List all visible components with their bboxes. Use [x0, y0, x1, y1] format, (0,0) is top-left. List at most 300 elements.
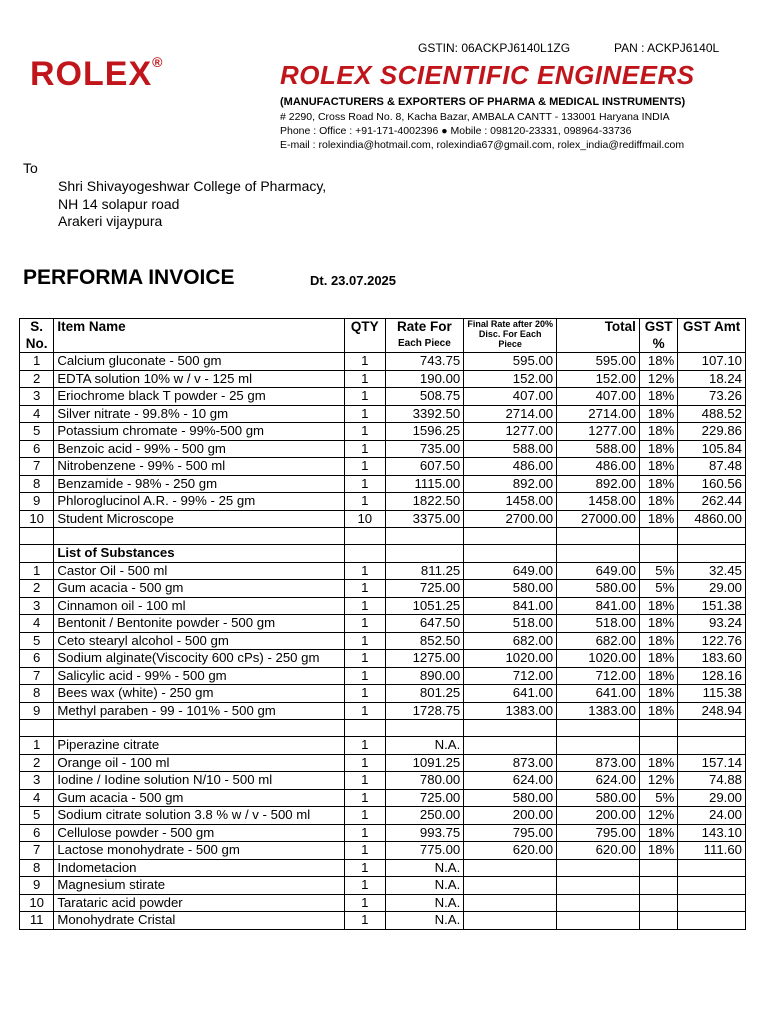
cell-gst: 18% [639, 702, 677, 720]
cell-gst-amt: 262.44 [678, 493, 746, 511]
cell-qty: 1 [345, 912, 385, 930]
cell-qty: 1 [345, 754, 385, 772]
table-cell [678, 545, 746, 563]
cell-qty: 1 [345, 667, 385, 685]
cell-final: 712.00 [464, 667, 557, 685]
table-cell [678, 528, 746, 545]
cell-gst: 18% [639, 475, 677, 493]
table-row [20, 632, 746, 650]
cell-item: Methyl paraben - 99 - 101% - 500 gm [54, 702, 345, 720]
cell-sno: 5 [20, 807, 54, 825]
cell-qty: 1 [345, 702, 385, 720]
cell-gst [639, 859, 677, 877]
table-row [20, 475, 746, 493]
cell-final: 200.00 [464, 807, 557, 825]
cell-final [464, 859, 557, 877]
cell-item: Benzoic acid - 99% - 500 gm [54, 440, 345, 458]
table-row [20, 685, 746, 703]
cell-final: 518.00 [464, 615, 557, 633]
cell-rate: 780.00 [385, 772, 464, 790]
cell-total: 595.00 [557, 353, 640, 371]
table-row [20, 615, 746, 633]
invoice-date: Dt. 23.07.2025 [310, 273, 397, 288]
cell-sno: 5 [20, 632, 54, 650]
cell-gst-amt: 115.38 [678, 685, 746, 703]
cell-total: 649.00 [557, 562, 640, 580]
cell-gst: 18% [639, 615, 677, 633]
cell-final: 2714.00 [464, 405, 557, 423]
cell-sno: 10 [20, 510, 54, 528]
cell-sno: 9 [20, 877, 54, 895]
cell-rate: 890.00 [385, 667, 464, 685]
cell-gst: 12% [639, 807, 677, 825]
cell-gst: 18% [639, 493, 677, 511]
cell-gst-amt: 128.16 [678, 667, 746, 685]
cell-item: Student Microscope [54, 510, 345, 528]
cell-final [464, 737, 557, 755]
cell-total: 841.00 [557, 597, 640, 615]
cell-final: 595.00 [464, 353, 557, 371]
table-cell [385, 528, 464, 545]
cell-gst-amt [678, 859, 746, 877]
blank-row [20, 528, 746, 545]
cell-rate: N.A. [385, 737, 464, 755]
cell-gst: 18% [639, 685, 677, 703]
cell-sno: 4 [20, 405, 54, 423]
cell-final: 486.00 [464, 458, 557, 476]
cell-gst-amt: 73.26 [678, 388, 746, 406]
cell-qty: 1 [345, 877, 385, 895]
cell-sno: 1 [20, 737, 54, 755]
cell-qty: 10 [345, 510, 385, 528]
cell-total: 682.00 [557, 632, 640, 650]
table-cell [54, 528, 345, 545]
cell-qty: 1 [345, 423, 385, 441]
table-row [20, 423, 746, 441]
table-row [20, 458, 746, 476]
cell-gst-amt: 488.52 [678, 405, 746, 423]
cell-total: 620.00 [557, 842, 640, 860]
cell-final: 1277.00 [464, 423, 557, 441]
cell-item: Cellulose powder - 500 gm [54, 824, 345, 842]
table-cell [464, 528, 557, 545]
cell-gst [639, 894, 677, 912]
cell-item: Gum acacia - 500 gm [54, 580, 345, 598]
cell-gst: 18% [639, 667, 677, 685]
cell-qty: 1 [345, 772, 385, 790]
cell-qty: 1 [345, 458, 385, 476]
cell-total [557, 877, 640, 895]
col-total: Total [557, 319, 640, 353]
cell-rate: 1596.25 [385, 423, 464, 441]
table-row [20, 772, 746, 790]
company-logo: ROLEX® [30, 53, 164, 93]
cell-total: 588.00 [557, 440, 640, 458]
cell-total: 1383.00 [557, 702, 640, 720]
cell-qty: 1 [345, 440, 385, 458]
cell-qty: 1 [345, 597, 385, 615]
cell-sno: 1 [20, 562, 54, 580]
table-row [20, 597, 746, 615]
cell-total: 27000.00 [557, 510, 640, 528]
recipient-line-1: Shri Shivayogeshwar College of Pharmacy, [58, 178, 327, 194]
table-row [20, 737, 746, 755]
cell-qty: 1 [345, 615, 385, 633]
cell-total: 892.00 [557, 475, 640, 493]
cell-qty: 1 [345, 859, 385, 877]
table-row [20, 353, 746, 371]
table-cell [464, 545, 557, 563]
cell-rate: N.A. [385, 912, 464, 930]
cell-total [557, 859, 640, 877]
cell-sno: 10 [20, 894, 54, 912]
col-qty: QTY [345, 319, 385, 353]
table-row [20, 789, 746, 807]
cell-sno: 6 [20, 824, 54, 842]
cell-rate: 993.75 [385, 824, 464, 842]
cell-gst: 18% [639, 597, 677, 615]
invoice-table [19, 318, 746, 930]
cell-gst-amt [678, 877, 746, 895]
cell-item: Iodine / Iodine solution N/10 - 500 ml [54, 772, 345, 790]
table-row [20, 824, 746, 842]
table-row [20, 667, 746, 685]
cell-item: EDTA solution 10% w / v - 125 ml [54, 370, 345, 388]
table-cell [557, 528, 640, 545]
cell-item: Lactose monohydrate - 500 gm [54, 842, 345, 860]
cell-rate: 743.75 [385, 353, 464, 371]
cell-total: 1458.00 [557, 493, 640, 511]
cell-item: Sodium alginate(Viscocity 600 cPs) - 250 gm [54, 650, 345, 668]
cell-qty: 1 [345, 737, 385, 755]
table-row [20, 510, 746, 528]
cell-total: 518.00 [557, 615, 640, 633]
cell-total [557, 737, 640, 755]
table-row [20, 562, 746, 580]
cell-item: Cinnamon oil - 100 ml [54, 597, 345, 615]
to-label: To [23, 160, 38, 176]
company-email: E-mail : rolexindia@hotmail.com, rolexindia67@gmail.com, rolex_india@rediffmail.com [280, 139, 685, 151]
cell-qty: 1 [345, 807, 385, 825]
col-item-name: Item Name [54, 319, 345, 353]
cell-gst: 18% [639, 842, 677, 860]
cell-item: Ceto stearyl alcohol - 500 gm [54, 632, 345, 650]
cell-gst-amt: 74.88 [678, 772, 746, 790]
cell-sno: 4 [20, 789, 54, 807]
cell-gst-amt: 151.38 [678, 597, 746, 615]
cell-gst: 18% [639, 440, 677, 458]
cell-gst: 18% [639, 824, 677, 842]
cell-gst-amt: 143.10 [678, 824, 746, 842]
cell-gst: 18% [639, 388, 677, 406]
table-cell [345, 720, 385, 737]
cell-total [557, 894, 640, 912]
cell-item: Indometacion [54, 859, 345, 877]
table-row [20, 877, 746, 895]
cell-qty: 1 [345, 650, 385, 668]
cell-final: 795.00 [464, 824, 557, 842]
cell-item: Silver nitrate - 99.8% - 10 gm [54, 405, 345, 423]
table-row [20, 912, 746, 930]
table-cell [678, 720, 746, 737]
cell-sno: 6 [20, 650, 54, 668]
cell-item: Potassium chromate - 99%-500 gm [54, 423, 345, 441]
cell-total: 624.00 [557, 772, 640, 790]
cell-total: 795.00 [557, 824, 640, 842]
cell-rate: N.A. [385, 877, 464, 895]
cell-sno: 3 [20, 597, 54, 615]
cell-rate: 647.50 [385, 615, 464, 633]
cell-rate: 607.50 [385, 458, 464, 476]
cell-final: 892.00 [464, 475, 557, 493]
table-row [20, 842, 746, 860]
table-row [20, 650, 746, 668]
cell-sno: 9 [20, 493, 54, 511]
cell-rate: 1275.00 [385, 650, 464, 668]
table-cell [464, 720, 557, 737]
recipient-line-2: NH 14 solapur road [58, 196, 180, 212]
cell-rate: 3392.50 [385, 405, 464, 423]
registered-mark: ® [152, 53, 164, 70]
cell-sno: 3 [20, 388, 54, 406]
blank-row [20, 720, 746, 737]
table-cell [639, 545, 677, 563]
cell-rate: 1091.25 [385, 754, 464, 772]
col-gst-percent: GST % [639, 319, 677, 353]
cell-gst-amt: 18.24 [678, 370, 746, 388]
cell-final: 407.00 [464, 388, 557, 406]
cell-qty: 1 [345, 370, 385, 388]
cell-sno: 4 [20, 615, 54, 633]
cell-sno: 7 [20, 842, 54, 860]
cell-rate: 725.00 [385, 580, 464, 598]
cell-total: 152.00 [557, 370, 640, 388]
cell-qty: 1 [345, 562, 385, 580]
cell-gst-amt: 4860.00 [678, 510, 746, 528]
cell-qty: 1 [345, 824, 385, 842]
cell-total: 873.00 [557, 754, 640, 772]
document-title: PERFORMA INVOICE [23, 266, 235, 289]
cell-qty: 1 [345, 894, 385, 912]
cell-final: 620.00 [464, 842, 557, 860]
cell-rate: 1115.00 [385, 475, 464, 493]
cell-rate: 1728.75 [385, 702, 464, 720]
cell-rate: 735.00 [385, 440, 464, 458]
company-name: ROLEX SCIENTIFIC ENGINEERS [280, 60, 695, 90]
col-final-rate: Final Rate after 20% Disc. For Each Piece [464, 319, 557, 353]
cell-qty: 1 [345, 842, 385, 860]
cell-sno: 2 [20, 580, 54, 598]
cell-final [464, 912, 557, 930]
cell-total: 407.00 [557, 388, 640, 406]
cell-gst: 5% [639, 562, 677, 580]
cell-gst: 12% [639, 370, 677, 388]
company-phone: Phone : Office : +91-171-4002396 ● Mobile : 098120-23331, 098964-33736 [280, 125, 632, 137]
cell-gst-amt: 105.84 [678, 440, 746, 458]
table-row [20, 754, 746, 772]
cell-total: 1277.00 [557, 423, 640, 441]
cell-sno: 5 [20, 423, 54, 441]
cell-sno: 7 [20, 458, 54, 476]
cell-gst-amt: 183.60 [678, 650, 746, 668]
cell-final: 1458.00 [464, 493, 557, 511]
cell-qty: 1 [345, 353, 385, 371]
cell-item: Piperazine citrate [54, 737, 345, 755]
cell-rate: N.A. [385, 894, 464, 912]
table-cell [639, 528, 677, 545]
table-cell [345, 528, 385, 545]
cell-gst-amt: 122.76 [678, 632, 746, 650]
cell-gst: 18% [639, 423, 677, 441]
cell-total: 712.00 [557, 667, 640, 685]
cell-item: Phloroglucinol A.R. - 99% - 25 gm [54, 493, 345, 511]
cell-item: Bentonit / Bentonite powder - 500 gm [54, 615, 345, 633]
cell-total: 1020.00 [557, 650, 640, 668]
cell-gst: 18% [639, 353, 677, 371]
table-cell [20, 720, 54, 737]
company-tagline: (MANUFACTURERS & EXPORTERS OF PHARMA & MEDICAL INSTRUMENTS) [280, 96, 686, 108]
cell-final: 1383.00 [464, 702, 557, 720]
company-address: # 2290, Cross Road No. 8, Kacha Bazar, AMBALA CANTT - 133001 Haryana INDIA [280, 111, 670, 123]
table-cell [639, 720, 677, 737]
cell-total: 2714.00 [557, 405, 640, 423]
cell-gst-amt: 29.00 [678, 580, 746, 598]
table-row [20, 405, 746, 423]
cell-qty: 1 [345, 580, 385, 598]
cell-item: Monohydrate Cristal [54, 912, 345, 930]
table-row [20, 388, 746, 406]
table-cell [557, 720, 640, 737]
cell-gst: 18% [639, 754, 677, 772]
table-row [20, 702, 746, 720]
table-cell [385, 545, 464, 563]
cell-item: Castor Oil - 500 ml [54, 562, 345, 580]
table-cell [20, 528, 54, 545]
table-cell [345, 545, 385, 563]
cell-final: 2700.00 [464, 510, 557, 528]
cell-item: Benzamide - 98% - 250 gm [54, 475, 345, 493]
cell-final: 588.00 [464, 440, 557, 458]
cell-final: 682.00 [464, 632, 557, 650]
cell-total: 580.00 [557, 789, 640, 807]
cell-final: 1020.00 [464, 650, 557, 668]
cell-qty: 1 [345, 685, 385, 703]
cell-gst: 12% [639, 772, 677, 790]
cell-gst: 5% [639, 789, 677, 807]
cell-final: 580.00 [464, 580, 557, 598]
cell-item: Magnesium stirate [54, 877, 345, 895]
cell-final [464, 894, 557, 912]
cell-item: Nitrobenzene - 99% - 500 ml [54, 458, 345, 476]
cell-sno: 2 [20, 754, 54, 772]
cell-rate: 852.50 [385, 632, 464, 650]
cell-final: 580.00 [464, 789, 557, 807]
table-row [20, 859, 746, 877]
cell-total: 641.00 [557, 685, 640, 703]
cell-rate: 250.00 [385, 807, 464, 825]
cell-sno: 2 [20, 370, 54, 388]
table-cell [557, 545, 640, 563]
cell-rate: N.A. [385, 859, 464, 877]
cell-total: 580.00 [557, 580, 640, 598]
cell-gst-amt: 107.10 [678, 353, 746, 371]
cell-gst-amt: 87.48 [678, 458, 746, 476]
cell-rate: 811.25 [385, 562, 464, 580]
cell-gst [639, 877, 677, 895]
cell-item: Tarataric acid powder [54, 894, 345, 912]
section-heading-row [20, 545, 746, 563]
cell-gst-amt: 229.86 [678, 423, 746, 441]
cell-sno: 9 [20, 702, 54, 720]
cell-gst: 18% [639, 405, 677, 423]
cell-gst: 18% [639, 632, 677, 650]
cell-gst-amt: 29.00 [678, 789, 746, 807]
table-row [20, 440, 746, 458]
cell-gst: 18% [639, 650, 677, 668]
cell-sno: 8 [20, 685, 54, 703]
col-rate: Rate For Each Piece [385, 319, 464, 353]
cell-item: Bees wax (white) - 250 gm [54, 685, 345, 703]
cell-sno: 3 [20, 772, 54, 790]
cell-item: Orange oil - 100 ml [54, 754, 345, 772]
cell-sno: 8 [20, 475, 54, 493]
cell-gst-amt: 160.56 [678, 475, 746, 493]
cell-item: Eriochrome black T powder - 25 gm [54, 388, 345, 406]
gstin: GSTIN: 06ACKPJ6140L1ZG [418, 41, 571, 55]
recipient-line-3: Arakeri vijaypura [58, 213, 163, 229]
cell-qty: 1 [345, 632, 385, 650]
table-row [20, 493, 746, 511]
cell-final: 641.00 [464, 685, 557, 703]
table-row [20, 894, 746, 912]
cell-item: Gum acacia - 500 gm [54, 789, 345, 807]
cell-gst-amt [678, 912, 746, 930]
cell-rate: 3375.00 [385, 510, 464, 528]
cell-gst-amt: 32.45 [678, 562, 746, 580]
cell-qty: 1 [345, 789, 385, 807]
cell-gst: 18% [639, 510, 677, 528]
cell-sno: 7 [20, 667, 54, 685]
cell-gst-amt [678, 894, 746, 912]
table-row [20, 580, 746, 598]
table-cell [20, 545, 54, 563]
col-sno: S. No. [20, 319, 54, 353]
cell-final: 152.00 [464, 370, 557, 388]
cell-gst-amt: 93.24 [678, 615, 746, 633]
cell-final: 624.00 [464, 772, 557, 790]
cell-sno: 6 [20, 440, 54, 458]
cell-qty: 1 [345, 493, 385, 511]
cell-final: 841.00 [464, 597, 557, 615]
cell-sno: 1 [20, 353, 54, 371]
cell-rate: 1051.25 [385, 597, 464, 615]
cell-gst [639, 737, 677, 755]
cell-final: 873.00 [464, 754, 557, 772]
cell-qty: 1 [345, 405, 385, 423]
cell-gst-amt: 24.00 [678, 807, 746, 825]
cell-item: Sodium citrate solution 3.8 % w / v - 500 ml [54, 807, 345, 825]
cell-item: Salicylic acid - 99% - 500 gm [54, 667, 345, 685]
cell-total: 200.00 [557, 807, 640, 825]
cell-total [557, 912, 640, 930]
cell-rate: 190.00 [385, 370, 464, 388]
cell-rate: 725.00 [385, 789, 464, 807]
cell-final [464, 877, 557, 895]
cell-gst-amt: 157.14 [678, 754, 746, 772]
col-gst-amount: GST Amt [678, 319, 746, 353]
cell-gst: 18% [639, 458, 677, 476]
cell-gst-amt: 248.94 [678, 702, 746, 720]
